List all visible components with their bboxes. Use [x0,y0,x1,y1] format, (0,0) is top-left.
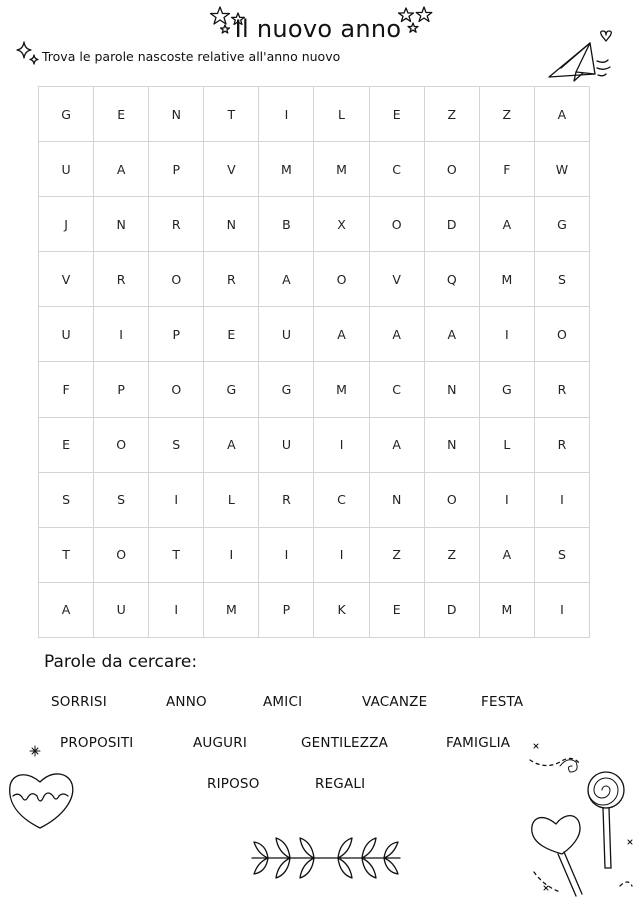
grid-cell[interactable]: Z [370,528,425,583]
grid-cell[interactable]: I [535,473,590,528]
grid-cell[interactable]: R [149,197,204,252]
grid-cell[interactable]: M [480,583,535,638]
grid-cell[interactable]: O [94,528,149,583]
grid-cell[interactable]: P [149,307,204,362]
instructions: Trova le parole nascoste relative all'anno nuovo [42,49,341,64]
grid-cell[interactable]: J [39,197,94,252]
grid-cell[interactable]: R [204,252,259,307]
grid-cell[interactable]: I [480,473,535,528]
grid-cell[interactable]: A [39,583,94,638]
grid-cell[interactable]: C [370,362,425,417]
grid-cell[interactable]: L [204,473,259,528]
word-item: REGALI [315,776,366,792]
word-item: AUGURI [193,735,248,751]
grid-cell[interactable]: A [480,197,535,252]
grid-cell[interactable]: P [94,362,149,417]
grid-cell[interactable]: P [149,142,204,197]
word-item: AMICI [263,694,303,710]
grid-cell[interactable]: R [94,252,149,307]
grid-cell[interactable]: G [480,362,535,417]
word-item: RIPOSO [207,776,260,792]
grid-cell[interactable]: A [259,252,314,307]
grid-cell[interactable]: O [425,473,480,528]
grid-cell[interactable]: G [204,362,259,417]
grid-cell[interactable]: E [370,87,425,142]
grid-cell[interactable]: F [480,142,535,197]
grid-cell[interactable]: P [259,583,314,638]
grid-cell[interactable]: W [535,142,590,197]
grid-cell[interactable]: I [480,307,535,362]
grid-cell[interactable]: I [149,583,204,638]
grid-cell[interactable]: M [314,142,369,197]
grid-cell[interactable]: O [535,307,590,362]
sparkle-icon [16,41,40,65]
heart-icon [6,746,78,832]
word-search-grid [38,86,590,638]
grid-cell[interactable]: G [39,87,94,142]
grid-cell[interactable]: U [39,307,94,362]
grid-cell[interactable]: N [204,197,259,252]
grid-cell[interactable]: U [259,418,314,473]
grid-cell[interactable]: M [480,252,535,307]
grid-cell[interactable]: S [149,418,204,473]
grid-cell[interactable]: E [370,583,425,638]
grid-cell[interactable]: I [94,307,149,362]
grid-cell[interactable]: I [259,87,314,142]
grid-cell[interactable]: A [480,528,535,583]
grid-cell[interactable]: S [94,473,149,528]
grid-cell[interactable]: F [39,362,94,417]
page-title: Il nuovo anno [234,15,402,43]
grid-cell[interactable]: Z [425,528,480,583]
grid-cell[interactable]: D [425,197,480,252]
grid-cell[interactable]: V [204,142,259,197]
grid-cell[interactable]: A [535,87,590,142]
grid-cell[interactable]: I [314,528,369,583]
grid-cell[interactable]: Z [425,87,480,142]
grid-cell[interactable]: L [480,418,535,473]
grid-cell[interactable]: S [535,528,590,583]
grid-cell[interactable]: A [204,418,259,473]
grid-cell[interactable]: Q [425,252,480,307]
grid-cell[interactable]: A [370,307,425,362]
grid-cell[interactable]: V [370,252,425,307]
grid-cell[interactable]: U [94,583,149,638]
grid-cell[interactable]: G [259,362,314,417]
stars-icon [396,5,436,35]
grid-cell[interactable]: N [94,197,149,252]
grid-cell[interactable]: O [149,252,204,307]
grid-cell[interactable]: N [370,473,425,528]
word-item: GENTILEZZA [301,735,389,751]
grid-cell[interactable]: E [39,418,94,473]
grid-cell[interactable]: I [259,528,314,583]
word-item: PROPOSITI [60,735,134,751]
grid-cell[interactable]: T [149,528,204,583]
laurel-branch-icon [246,830,406,880]
grid-cell[interactable]: O [94,418,149,473]
grid-cell[interactable]: I [149,473,204,528]
word-item: ANNO [166,694,207,710]
grid-cell[interactable]: O [370,197,425,252]
grid-cell[interactable]: A [314,307,369,362]
grid-cell[interactable]: U [39,142,94,197]
lollipop-icon [520,736,636,900]
grid-cell[interactable]: B [259,197,314,252]
grid-cell[interactable]: A [370,418,425,473]
grid-cell[interactable]: R [259,473,314,528]
grid-cell[interactable]: T [204,87,259,142]
grid-cell[interactable]: E [204,307,259,362]
grid-cell[interactable]: R [535,418,590,473]
grid-cell[interactable]: A [94,142,149,197]
grid-cell[interactable]: M [259,142,314,197]
grid-cell[interactable]: V [39,252,94,307]
word-item: SORRISI [51,694,107,710]
grid-cell[interactable]: S [39,473,94,528]
grid-cell[interactable]: N [425,362,480,417]
grid-cell[interactable]: L [314,87,369,142]
grid-cell[interactable]: D [425,583,480,638]
grid-cell[interactable]: K [314,583,369,638]
grid-cell[interactable]: N [425,418,480,473]
grid-cell[interactable]: C [314,473,369,528]
grid-cell[interactable]: I [535,583,590,638]
grid-cell[interactable]: R [535,362,590,417]
word-list-heading: Parole da cercare: [44,652,198,672]
grid-cell[interactable]: Z [480,87,535,142]
word-item: VACANZE [362,694,428,710]
word-item: FAMIGLIA [446,735,511,751]
grid-cell[interactable]: U [259,307,314,362]
grid-cell[interactable]: S [535,252,590,307]
grid-cell[interactable]: C [370,142,425,197]
grid-cell[interactable]: O [425,142,480,197]
grid-cell[interactable]: I [314,418,369,473]
grid-cell[interactable]: X [314,197,369,252]
grid-cell[interactable]: O [149,362,204,417]
grid-cell[interactable]: I [204,528,259,583]
grid-cell[interactable]: N [149,87,204,142]
grid-cell[interactable]: O [314,252,369,307]
grid-cell[interactable]: M [314,362,369,417]
grid-cell[interactable]: E [94,87,149,142]
stars-icon [208,5,248,35]
word-item: FESTA [481,694,524,710]
grid-cell[interactable]: G [535,197,590,252]
paper-plane-icon [546,28,622,84]
grid-cell[interactable]: A [425,307,480,362]
grid-cell[interactable]: M [204,583,259,638]
grid-cell[interactable]: T [39,528,94,583]
